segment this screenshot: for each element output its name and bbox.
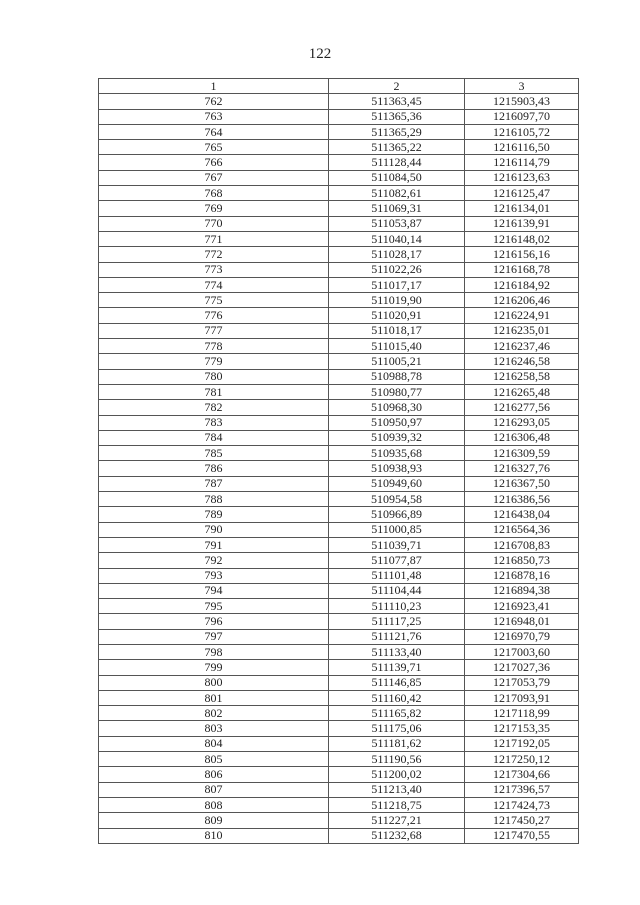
point-number-cell: 771 [99, 231, 329, 246]
x-coordinate-cell: 510935,68 [329, 446, 465, 461]
x-coordinate-cell: 511365,29 [329, 124, 465, 139]
table-row [99, 644, 579, 659]
y-coordinate-cell: 1217053,79 [465, 675, 579, 690]
table-row [99, 553, 579, 568]
y-coordinate-cell: 1217424,73 [465, 797, 579, 812]
x-coordinate-cell: 511022,26 [329, 262, 465, 277]
x-coordinate-cell: 510950,97 [329, 415, 465, 430]
table-row [99, 492, 579, 507]
y-coordinate-cell: 1217153,35 [465, 721, 579, 736]
column-header-1: 1 [99, 79, 329, 94]
y-coordinate-cell: 1216948,01 [465, 614, 579, 629]
x-coordinate-cell: 511110,23 [329, 599, 465, 614]
x-coordinate-cell: 510980,77 [329, 384, 465, 399]
y-coordinate-cell: 1216114,79 [465, 155, 579, 170]
y-coordinate-cell: 1216123,63 [465, 170, 579, 185]
x-coordinate-cell: 510966,89 [329, 507, 465, 522]
point-number-cell: 779 [99, 354, 329, 369]
page-number: 122 [308, 46, 332, 62]
point-number-cell: 809 [99, 813, 329, 828]
x-coordinate-cell: 511363,45 [329, 94, 465, 109]
x-coordinate-cell: 511082,61 [329, 186, 465, 201]
point-number-cell: 786 [99, 461, 329, 476]
x-coordinate-cell: 511133,40 [329, 644, 465, 659]
y-coordinate-cell: 1216116,50 [465, 140, 579, 155]
x-coordinate-cell: 511015,40 [329, 339, 465, 354]
point-number-cell: 783 [99, 415, 329, 430]
table-row [99, 94, 579, 109]
x-coordinate-cell: 511200,02 [329, 767, 465, 782]
y-coordinate-cell: 1216206,46 [465, 293, 579, 308]
table-row [99, 629, 579, 644]
y-coordinate-cell: 1216277,56 [465, 400, 579, 415]
table-row [99, 293, 579, 308]
point-number-cell: 791 [99, 537, 329, 552]
y-coordinate-cell: 1216258,58 [465, 369, 579, 384]
point-number-cell: 797 [99, 629, 329, 644]
x-coordinate-cell: 511101,48 [329, 568, 465, 583]
y-coordinate-cell: 1216438,04 [465, 507, 579, 522]
point-number-cell: 802 [99, 706, 329, 721]
x-coordinate-cell: 511365,22 [329, 140, 465, 155]
point-number-cell: 778 [99, 339, 329, 354]
y-coordinate-cell: 1216246,58 [465, 354, 579, 369]
table-row [99, 476, 579, 491]
x-coordinate-cell: 510968,30 [329, 400, 465, 415]
point-number-cell: 792 [99, 553, 329, 568]
point-number-cell: 765 [99, 140, 329, 155]
table-row [99, 736, 579, 751]
table-header-row [99, 79, 579, 94]
y-coordinate-cell: 1216293,05 [465, 415, 579, 430]
y-coordinate-cell: 1216148,02 [465, 231, 579, 246]
y-coordinate-cell: 1216097,70 [465, 109, 579, 124]
point-number-cell: 764 [99, 124, 329, 139]
table-row [99, 721, 579, 736]
coordinates-table [98, 78, 579, 844]
y-coordinate-cell: 1216306,48 [465, 430, 579, 445]
x-coordinate-cell: 511121,76 [329, 629, 465, 644]
y-coordinate-cell: 1216327,76 [465, 461, 579, 476]
table-row [99, 599, 579, 614]
table-row [99, 752, 579, 767]
y-coordinate-cell: 1217027,36 [465, 660, 579, 675]
y-coordinate-cell: 1216125,47 [465, 186, 579, 201]
x-coordinate-cell: 511084,50 [329, 170, 465, 185]
x-coordinate-cell: 511018,17 [329, 323, 465, 338]
x-coordinate-cell: 511175,06 [329, 721, 465, 736]
y-coordinate-cell: 1217250,12 [465, 752, 579, 767]
point-number-cell: 785 [99, 446, 329, 461]
table-row [99, 124, 579, 139]
x-coordinate-cell: 511020,91 [329, 308, 465, 323]
point-number-cell: 790 [99, 522, 329, 537]
table-row [99, 155, 579, 170]
y-coordinate-cell: 1216708,83 [465, 537, 579, 552]
table-row [99, 660, 579, 675]
point-number-cell: 799 [99, 660, 329, 675]
x-coordinate-cell: 510949,60 [329, 476, 465, 491]
y-coordinate-cell: 1217450,27 [465, 813, 579, 828]
point-number-cell: 807 [99, 782, 329, 797]
x-coordinate-cell: 511160,42 [329, 690, 465, 705]
point-number-cell: 806 [99, 767, 329, 782]
point-number-cell: 780 [99, 369, 329, 384]
x-coordinate-cell: 510939,32 [329, 430, 465, 445]
table-row [99, 675, 579, 690]
table-row [99, 461, 579, 476]
table-row [99, 354, 579, 369]
y-coordinate-cell: 1216105,72 [465, 124, 579, 139]
point-number-cell: 763 [99, 109, 329, 124]
x-coordinate-cell: 511053,87 [329, 216, 465, 231]
table-row [99, 767, 579, 782]
table-row [99, 706, 579, 721]
table-row [99, 247, 579, 262]
table-row [99, 262, 579, 277]
x-coordinate-cell: 511028,17 [329, 247, 465, 262]
table-row [99, 430, 579, 445]
point-number-cell: 808 [99, 797, 329, 812]
point-number-cell: 810 [99, 828, 329, 843]
point-number-cell: 773 [99, 262, 329, 277]
x-coordinate-cell: 511165,82 [329, 706, 465, 721]
x-coordinate-cell: 510938,93 [329, 461, 465, 476]
point-number-cell: 782 [99, 400, 329, 415]
point-number-cell: 798 [99, 644, 329, 659]
point-number-cell: 793 [99, 568, 329, 583]
y-coordinate-cell: 1217470,55 [465, 828, 579, 843]
table-row [99, 308, 579, 323]
point-number-cell: 784 [99, 430, 329, 445]
y-coordinate-cell: 1216134,01 [465, 201, 579, 216]
table-row [99, 339, 579, 354]
column-header-2: 2 [329, 79, 465, 94]
x-coordinate-cell: 511181,62 [329, 736, 465, 751]
y-coordinate-cell: 1217396,57 [465, 782, 579, 797]
table-row [99, 797, 579, 812]
x-coordinate-cell: 510988,78 [329, 369, 465, 384]
y-coordinate-cell: 1216224,91 [465, 308, 579, 323]
point-number-cell: 781 [99, 384, 329, 399]
y-coordinate-cell: 1216878,16 [465, 568, 579, 583]
table-row [99, 231, 579, 246]
x-coordinate-cell: 511104,44 [329, 583, 465, 598]
point-number-cell: 803 [99, 721, 329, 736]
point-number-cell: 767 [99, 170, 329, 185]
x-coordinate-cell: 511077,87 [329, 553, 465, 568]
y-coordinate-cell: 1217003,60 [465, 644, 579, 659]
x-coordinate-cell: 511069,31 [329, 201, 465, 216]
table-row [99, 507, 579, 522]
table-row [99, 828, 579, 843]
y-coordinate-cell: 1216156,16 [465, 247, 579, 262]
point-number-cell: 777 [99, 323, 329, 338]
table-row [99, 109, 579, 124]
table-row [99, 277, 579, 292]
y-coordinate-cell: 1216235,01 [465, 323, 579, 338]
y-coordinate-cell: 1217118,99 [465, 706, 579, 721]
table-row [99, 614, 579, 629]
x-coordinate-cell: 511005,21 [329, 354, 465, 369]
y-coordinate-cell: 1216894,38 [465, 583, 579, 598]
x-coordinate-cell: 511128,44 [329, 155, 465, 170]
point-number-cell: 795 [99, 599, 329, 614]
y-coordinate-cell: 1216237,46 [465, 339, 579, 354]
x-coordinate-cell: 511227,21 [329, 813, 465, 828]
y-coordinate-cell: 1216184,92 [465, 277, 579, 292]
y-coordinate-cell: 1215903,43 [465, 94, 579, 109]
x-coordinate-cell: 511218,75 [329, 797, 465, 812]
point-number-cell: 796 [99, 614, 329, 629]
y-coordinate-cell: 1217304,66 [465, 767, 579, 782]
table-row [99, 415, 579, 430]
table-row [99, 186, 579, 201]
table-row [99, 583, 579, 598]
table-row [99, 384, 579, 399]
x-coordinate-cell: 511117,25 [329, 614, 465, 629]
x-coordinate-cell: 511017,17 [329, 277, 465, 292]
column-header-3: 3 [465, 79, 579, 94]
y-coordinate-cell: 1216970,79 [465, 629, 579, 644]
point-number-cell: 772 [99, 247, 329, 262]
table-row [99, 216, 579, 231]
point-number-cell: 789 [99, 507, 329, 522]
x-coordinate-cell: 511232,68 [329, 828, 465, 843]
x-coordinate-cell: 511019,90 [329, 293, 465, 308]
point-number-cell: 774 [99, 277, 329, 292]
point-number-cell: 801 [99, 690, 329, 705]
table-row [99, 568, 579, 583]
x-coordinate-cell: 511000,85 [329, 522, 465, 537]
point-number-cell: 788 [99, 492, 329, 507]
x-coordinate-cell: 511039,71 [329, 537, 465, 552]
point-number-cell: 804 [99, 736, 329, 751]
x-coordinate-cell: 511365,36 [329, 109, 465, 124]
y-coordinate-cell: 1216564,36 [465, 522, 579, 537]
table-row [99, 400, 579, 415]
y-coordinate-cell: 1216309,59 [465, 446, 579, 461]
point-number-cell: 768 [99, 186, 329, 201]
y-coordinate-cell: 1216139,91 [465, 216, 579, 231]
y-coordinate-cell: 1216367,50 [465, 476, 579, 491]
table-row [99, 323, 579, 338]
table-row [99, 170, 579, 185]
point-number-cell: 787 [99, 476, 329, 491]
x-coordinate-cell: 511190,56 [329, 752, 465, 767]
table-row [99, 690, 579, 705]
point-number-cell: 775 [99, 293, 329, 308]
y-coordinate-cell: 1216168,78 [465, 262, 579, 277]
table-row [99, 369, 579, 384]
x-coordinate-cell: 511213,40 [329, 782, 465, 797]
table-row [99, 201, 579, 216]
table-row [99, 537, 579, 552]
table-row [99, 140, 579, 155]
point-number-cell: 766 [99, 155, 329, 170]
table-body [99, 94, 579, 844]
y-coordinate-cell: 1216850,73 [465, 553, 579, 568]
table-row [99, 446, 579, 461]
point-number-cell: 794 [99, 583, 329, 598]
y-coordinate-cell: 1216923,41 [465, 599, 579, 614]
x-coordinate-cell: 511146,85 [329, 675, 465, 690]
x-coordinate-cell: 511139,71 [329, 660, 465, 675]
y-coordinate-cell: 1217093,91 [465, 690, 579, 705]
table-row [99, 782, 579, 797]
point-number-cell: 770 [99, 216, 329, 231]
y-coordinate-cell: 1216386,56 [465, 492, 579, 507]
point-number-cell: 800 [99, 675, 329, 690]
x-coordinate-cell: 510954,58 [329, 492, 465, 507]
point-number-cell: 762 [99, 94, 329, 109]
point-number-cell: 769 [99, 201, 329, 216]
y-coordinate-cell: 1217192,05 [465, 736, 579, 751]
table-row [99, 522, 579, 537]
point-number-cell: 776 [99, 308, 329, 323]
y-coordinate-cell: 1216265,48 [465, 384, 579, 399]
table-row [99, 813, 579, 828]
point-number-cell: 805 [99, 752, 329, 767]
x-coordinate-cell: 511040,14 [329, 231, 465, 246]
